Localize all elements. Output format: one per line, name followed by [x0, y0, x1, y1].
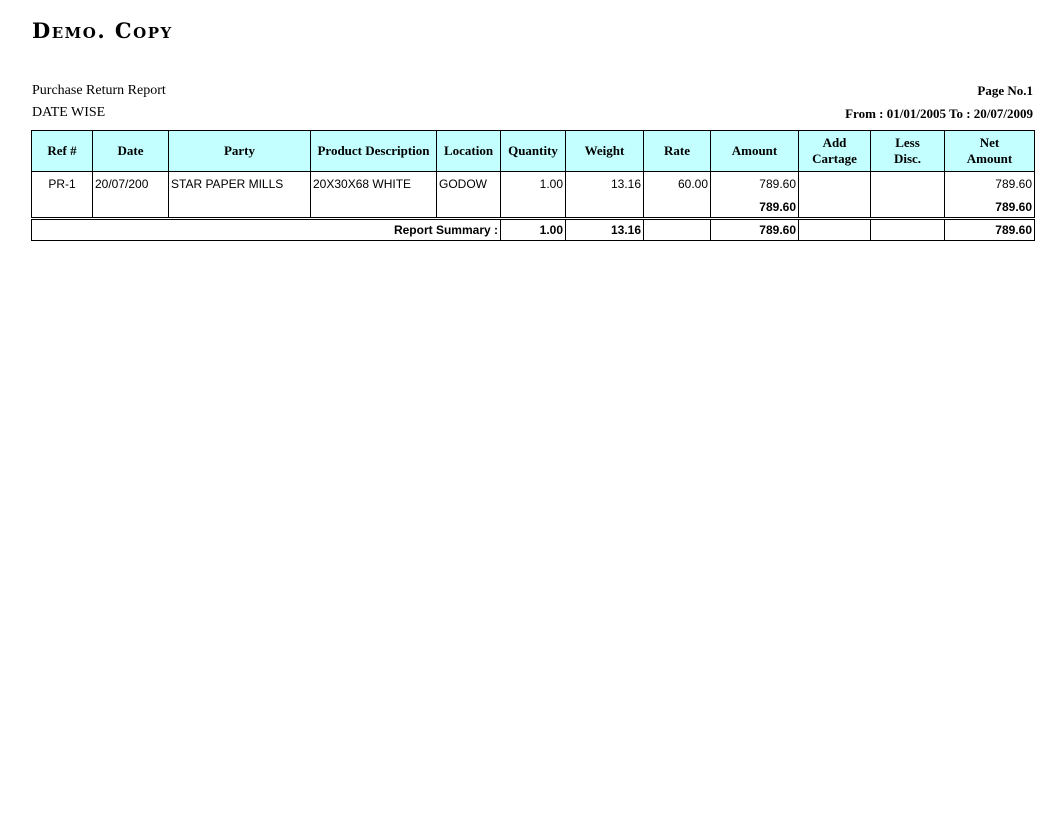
col-header-less-disc-line2: Disc.	[893, 151, 922, 166]
col-header-less-disc	[871, 131, 945, 172]
demo-copy-watermark: Demo. Copy	[32, 18, 173, 43]
col-header-product-description: Product Description	[311, 131, 437, 172]
subtotal-net-amount: 789.60	[945, 197, 1035, 219]
report-title: Purchase Return Report	[32, 83, 166, 98]
subtotal-amount: 789.60	[711, 197, 799, 219]
summary-net-amount: 789.60	[945, 219, 1035, 241]
col-header-less-disc-line1: Less	[895, 135, 920, 150]
subtotal-cell-quantity	[501, 197, 566, 219]
date-range: From : 01/01/2005 To : 20/07/2009	[845, 106, 1033, 121]
cell-date: 20/07/200	[93, 172, 169, 197]
col-header-net-amount	[945, 131, 1035, 172]
col-header-rate: Rate	[644, 131, 711, 172]
subtotal-cell-rate	[644, 197, 711, 219]
col-header-date: Date	[93, 131, 169, 172]
col-header-add-cartage-line2: Cartage	[812, 151, 857, 166]
cell-net-amount: 789.60	[945, 172, 1035, 197]
cell-amount: 789.60	[711, 172, 799, 197]
purchase-return-table	[31, 130, 1035, 241]
col-header-amount: Amount	[711, 131, 799, 172]
subtotal-cell-add-cartage	[799, 197, 871, 219]
subtotal-cell-less-disc	[871, 197, 945, 219]
subtotal-cell-weight	[566, 197, 644, 219]
subtotal-cell-date	[93, 197, 169, 219]
summary-quantity: 1.00	[501, 219, 566, 241]
subtotal-cell-party	[169, 197, 311, 219]
summary-weight: 13.16	[566, 219, 644, 241]
report-subtitle: DATE WISE	[32, 105, 106, 120]
subtotal-cell-product	[311, 197, 437, 219]
col-header-quantity: Quantity	[501, 131, 566, 172]
col-header-ref: Ref #	[32, 131, 93, 172]
cell-location: GODOW	[437, 172, 501, 197]
cell-party: STAR PAPER MILLS	[169, 172, 311, 197]
col-header-net-amount-line2: Amount	[966, 151, 1013, 166]
col-header-add-cartage-line1: Add	[822, 135, 847, 150]
report-summary-label: Report Summary :	[32, 219, 501, 241]
summary-amount: 789.60	[711, 219, 799, 241]
summary-rate	[644, 219, 711, 241]
subtotal-cell-ref	[32, 197, 93, 219]
cell-rate: 60.00	[644, 172, 711, 197]
cell-product-description: 20X30X68 WHITE	[311, 172, 437, 197]
col-header-weight: Weight	[566, 131, 644, 172]
col-header-add-cartage	[799, 131, 871, 172]
cell-ref: PR-1	[32, 172, 93, 197]
cell-weight: 13.16	[566, 172, 644, 197]
table-header-row	[32, 131, 1035, 172]
cell-add-cartage	[799, 172, 871, 197]
cell-less-disc	[871, 172, 945, 197]
report-summary-row	[32, 219, 1035, 241]
subtotal-row	[32, 197, 1035, 219]
col-header-net-amount-line1: Net	[979, 135, 1000, 150]
col-header-location: Location	[437, 131, 501, 172]
subtotal-cell-location	[437, 197, 501, 219]
summary-add-cartage	[799, 219, 871, 241]
col-header-party: Party	[169, 131, 311, 172]
summary-less-disc	[871, 219, 945, 241]
cell-quantity: 1.00	[501, 172, 566, 197]
table-row	[32, 172, 1035, 197]
page-number: Page No.1	[977, 83, 1033, 98]
